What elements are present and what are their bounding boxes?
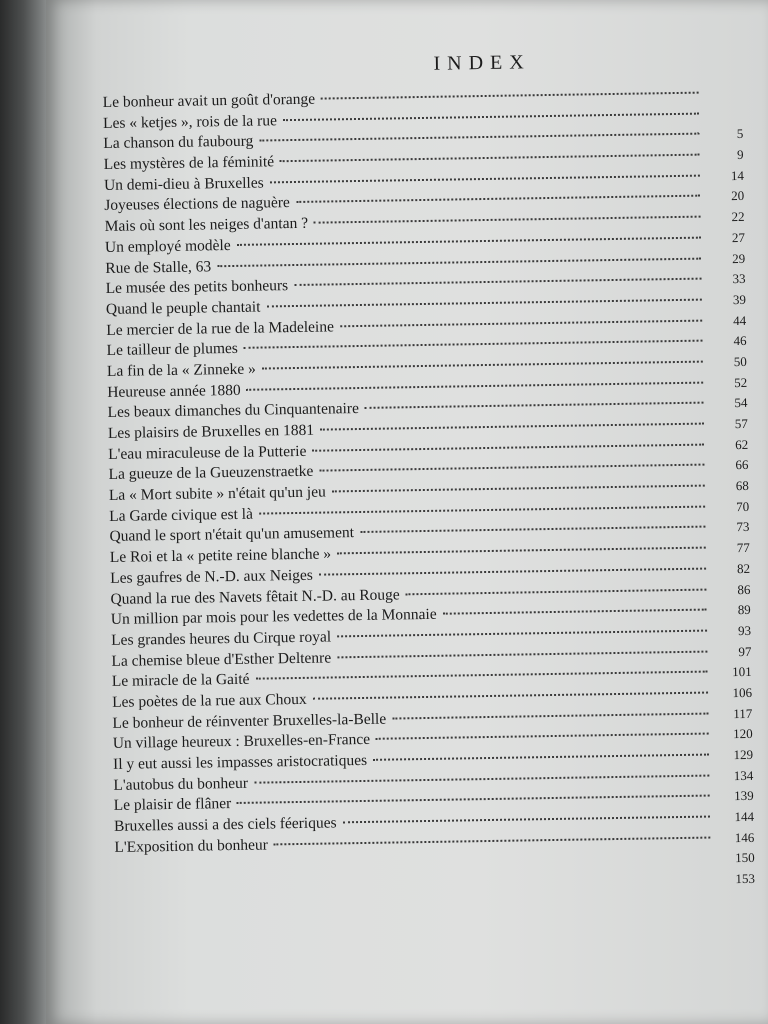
entry-page-number: 89 [737, 602, 751, 618]
entry-title: Les mystères de la féminité [103, 153, 275, 174]
dot-leader [259, 505, 705, 514]
entry-page-number [705, 118, 743, 119]
dot-leader [294, 278, 701, 286]
entry-title: Rue de Stalle, 63 [105, 257, 212, 277]
entry-page-number: 77 [736, 540, 750, 556]
entry-page-number: 9 [736, 146, 744, 163]
entry-page-number: 139 [734, 788, 754, 804]
entry-title: La fin de la « Zinneke » [106, 360, 256, 380]
entry-title: Mais où sont les neiges d'antan ? [104, 214, 309, 236]
entry-page-number: 134 [733, 767, 754, 783]
entry-page-number: 52 [734, 374, 748, 390]
dot-leader [332, 485, 705, 493]
entry-page-number: 101 [732, 664, 752, 680]
entry-title: La Garde civique est là [109, 505, 254, 525]
entry-title: Il y eut aussi les impasses aristocratiques [112, 751, 368, 773]
entry-title: Les grandes heures du Cirque royal [111, 628, 332, 649]
dot-leader [237, 236, 701, 245]
dot-leader [313, 691, 708, 699]
entry-page-number: 129 [733, 746, 754, 763]
dot-leader [280, 154, 700, 163]
dot-leader [337, 629, 707, 637]
entry-page-number [705, 97, 743, 98]
dot-leader [443, 609, 707, 615]
entry-title: La gueuze de la Gueuzenstraetke [108, 463, 314, 484]
dot-leader [319, 464, 704, 472]
entry-title: Un million par mois pour les vedettes de la Monnaie [110, 606, 437, 629]
entry-title: Le bonheur de réinventer Bruxelles-la-Belle [112, 710, 387, 732]
book-page [46, 0, 768, 1024]
dot-leader [376, 733, 709, 740]
entry-title: L'eau miraculeuse de la Putterie [108, 442, 307, 463]
entry-page-number: 106 [732, 684, 753, 701]
entry-title: Le bonheur avait un goût d'orange [102, 90, 316, 111]
book-spine-shadow [0, 0, 52, 1024]
entry-title: La chanson du faubourg [103, 133, 254, 153]
entry-page-number: 144 [734, 808, 755, 825]
entry-title: Le Roi et la « petite reine blanche » [109, 545, 332, 567]
dot-leader [321, 92, 699, 100]
entry-title: Les beaux dimanches du Cinquantenaire [107, 400, 360, 422]
index-title: INDEX [433, 51, 531, 75]
entry-page-number: 86 [737, 581, 751, 597]
entry-title: Un employé modèle [104, 236, 231, 256]
entry-page-number: 54 [734, 395, 748, 411]
entry-title: La chemise bleue d'Esther Deltenre [111, 649, 332, 670]
dot-leader [337, 547, 706, 555]
entry-title: Les « ketjes », rois de la rue [102, 111, 278, 132]
entry-page-number: 70 [736, 498, 750, 514]
entry-title: Le tailleur de plumes [106, 340, 238, 360]
entry-page-number: 73 [736, 519, 750, 535]
entry-title: La « Mort subite » n'était qu'un jeu [108, 483, 326, 505]
entry-page-number: 97 [738, 643, 752, 659]
dot-leader [337, 650, 707, 658]
dot-leader [255, 671, 707, 680]
dot-leader [217, 257, 701, 267]
index-block [102, 48, 755, 900]
entry-page-number: 62 [735, 436, 749, 452]
dot-leader [312, 443, 704, 451]
entry-page-number: 50 [733, 353, 747, 370]
dot-leader [270, 174, 700, 183]
entry-title: Les gaufres de N.-D. aux Neiges [110, 566, 313, 587]
dot-leader [360, 526, 705, 533]
entry-page-number: 5 [736, 126, 744, 142]
dot-leader [343, 816, 710, 824]
entry-page-number: 57 [734, 415, 748, 432]
dot-leader [247, 381, 704, 390]
entry-title: Heureuse année 1880 [107, 381, 241, 401]
entry-page-number: 93 [737, 622, 752, 638]
entry-page-number: 44 [733, 312, 747, 328]
dot-leader [314, 216, 701, 224]
entry-title: Le miracle de la Gaité [111, 671, 250, 691]
entry-page-number: 120 [733, 726, 753, 742]
dot-leader [254, 774, 709, 783]
dot-leader [406, 588, 707, 595]
entry-title: Un demi-dieu à Bruxelles [103, 174, 264, 194]
dot-leader [259, 133, 699, 142]
dot-leader [319, 567, 706, 575]
dot-leader [392, 712, 708, 719]
entry-page-number: 153 [735, 870, 756, 887]
dot-leader [266, 298, 701, 307]
entry-page-number: 33 [732, 271, 746, 287]
entry-page-number: 14 [730, 167, 745, 183]
entry-title: Bruxelles aussi a des ciels féeriques [113, 814, 337, 835]
dot-leader [237, 795, 709, 804]
entry-page-number: 146 [734, 829, 755, 845]
entry-title: Quand la rue des Navets fêtait N.-D. au Rouge [110, 585, 400, 608]
entry-title: Le plaisir de flâner [113, 795, 232, 815]
entry-title: Les plaisirs de Bruxelles en 1881 [107, 421, 315, 442]
dot-leader [262, 361, 703, 370]
dot-leader [244, 340, 703, 349]
dot-leader [283, 112, 699, 121]
index-entries [103, 83, 756, 900]
entry-page-number: 27 [731, 229, 746, 245]
entry-title: Quand le peuple chantait [105, 298, 261, 318]
entry-page-number: 117 [733, 705, 753, 721]
dot-leader [274, 836, 710, 845]
entry-title: Les poètes de la rue aux Choux [111, 690, 307, 711]
entry-title: Le mercier de la rue de la Madeleine [106, 317, 335, 339]
entry-page-number: 29 [732, 250, 746, 266]
entry-title: Un village heureux : Bruxelles-en-France [112, 731, 371, 753]
entry-page-number: 68 [735, 477, 749, 494]
entry-title: Joyeuses élections de naguère [104, 194, 290, 215]
dot-leader [365, 402, 704, 409]
entry-page-number: 82 [736, 560, 751, 576]
dot-leader [373, 754, 709, 761]
entry-title: Le musée des petits bonheurs [105, 277, 289, 298]
dot-leader [320, 423, 704, 431]
entry-page-number: 22 [731, 209, 745, 225]
entry-title: Quand le sport n'était qu'un amusement [109, 524, 355, 546]
entry-page-number: 46 [733, 333, 747, 349]
dot-leader [340, 319, 702, 327]
entry-page-number: 150 [735, 850, 755, 866]
dot-leader [296, 195, 700, 203]
entry-title: L'autobus du bonheur [113, 774, 249, 794]
entry-page-number: 20 [731, 188, 745, 204]
entry-page-number: 39 [732, 291, 746, 307]
entry-page-number: 66 [735, 457, 749, 473]
entry-title: L'Exposition du bonheur [114, 836, 268, 856]
